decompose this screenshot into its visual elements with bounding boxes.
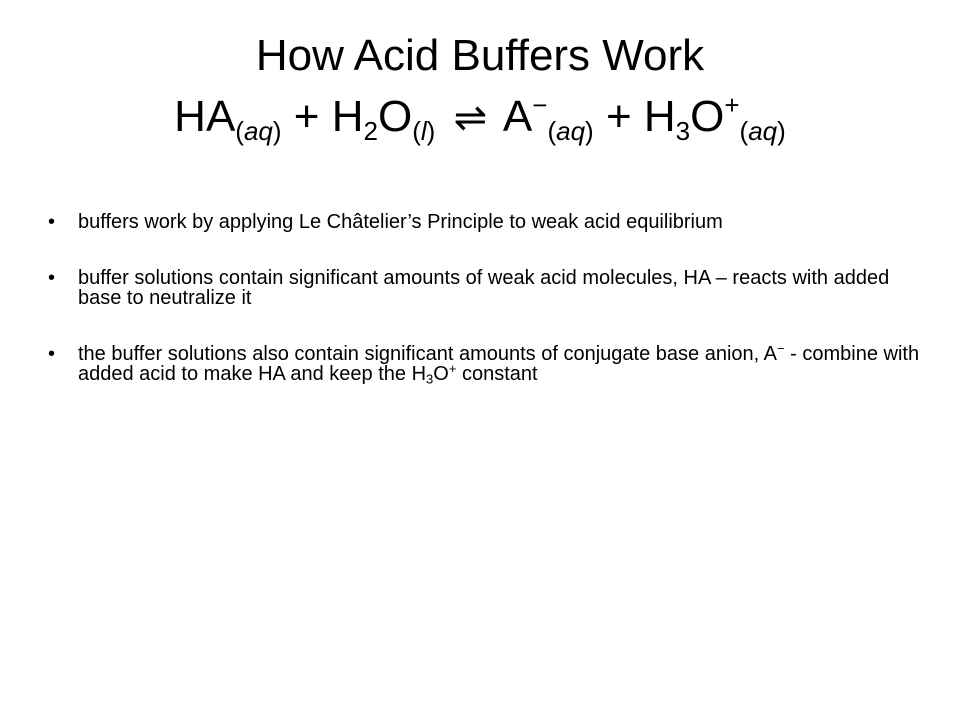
eq-h3o-o: O: [690, 92, 725, 141]
eq-h3o-charge: +: [724, 90, 740, 121]
eq-h3o-subscript: 3: [675, 116, 691, 147]
eq-a: A: [502, 92, 533, 141]
eq-plus-1: +: [293, 92, 320, 141]
eq-h3o-state: (aq): [739, 116, 786, 147]
equilibrium-equation: [0, 86, 960, 149]
eq-h3o-h: H: [643, 92, 676, 141]
eq-h2o-subscript: 2: [363, 116, 378, 147]
bullet-icon: •: [48, 211, 56, 233]
eq-h2o-h: H: [331, 92, 364, 141]
bullet-text: the buffer solutions also contain significant amounts of conjugate base anion, A− - combine with added acid to make HA and keep the $H_3O^+$ constant: [78, 340, 920, 387]
hydronium-charge: +: [448, 360, 457, 376]
equilibrium-arrow: ⇌: [453, 96, 488, 140]
bullet-item: [48, 268, 928, 308]
eq-ha: HA: [174, 92, 236, 141]
eq-a-charge: −: [532, 90, 548, 121]
bullet-item: [48, 212, 928, 232]
eq-h2o-o: O: [377, 92, 413, 141]
bullet-list: [48, 212, 928, 420]
eq-plus-2: +: [605, 92, 632, 141]
eq-ha-state: (aq): [235, 116, 282, 147]
hydronium-subscript: 3: [426, 371, 434, 387]
bullet-text: buffers work by applying Le Châtelier’s Principle to weak acid equilibrium: [78, 211, 723, 233]
anion-charge: −: [776, 340, 785, 356]
eq-h2o-state: (l): [412, 116, 436, 147]
bullet-item: [48, 340, 928, 387]
title-heading: How Acid Buffers Work: [255, 31, 705, 80]
bullet-icon: •: [48, 267, 56, 289]
slide-title: [0, 26, 960, 149]
bullet-text: buffer solutions contain significant amounts of weak acid molecules, HA – reacts with added base to neutralize it: [78, 267, 890, 309]
eq-a-state: (aq): [547, 116, 594, 147]
bullet-icon: •: [48, 343, 56, 365]
